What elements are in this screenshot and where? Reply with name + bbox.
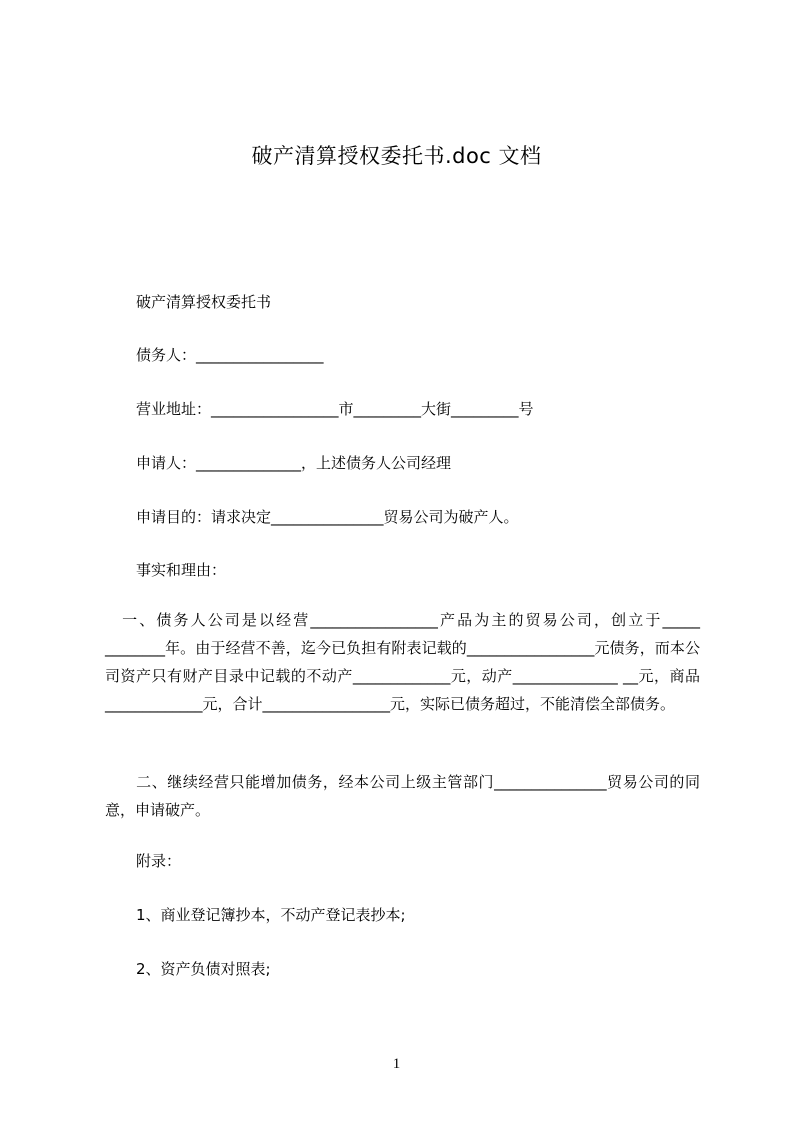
appendix-item-2: 2、资产负债对照表;	[136, 960, 271, 978]
address-field: 营业地址：_________________市_________大街_________号	[136, 400, 534, 418]
heading: 破产清算授权委托书	[136, 293, 272, 311]
reason-paragraph-1: 一、债务人公司是以经营_________________产品为主的贸易公司，创立于_____ ________年。由于经营不善，迄今已负担有附表记载的_________________元债务，而本公司资产只有财产目录中记载的不动产_____________元，动产______________ __元，商品_____________元，合计_________________元，实际已债务超过，不能清偿全部债务。	[105, 611, 700, 713]
document-title: 破产清算授权委托书.doc 文档	[251, 144, 542, 168]
appendix-label: 附录：	[136, 852, 182, 870]
facts-label: 事实和理由：	[136, 561, 227, 579]
applicant-field: 申请人：______________，上述债务人公司经理	[136, 454, 452, 472]
page-number: 1	[392, 1056, 401, 1072]
appendix-item-1: 1、商业登记簿抄本，不动产登记表抄本;	[136, 906, 406, 924]
purpose-field: 申请目的：请求决定_______________贸易公司为破产人。	[136, 508, 519, 526]
reason-paragraph-2: 二、继续经营只能增加债务，经本公司上级主管部门_______________贸易公司的同意，申请破产。	[105, 773, 700, 819]
debtor-field: 债务人：_________________	[136, 346, 324, 364]
